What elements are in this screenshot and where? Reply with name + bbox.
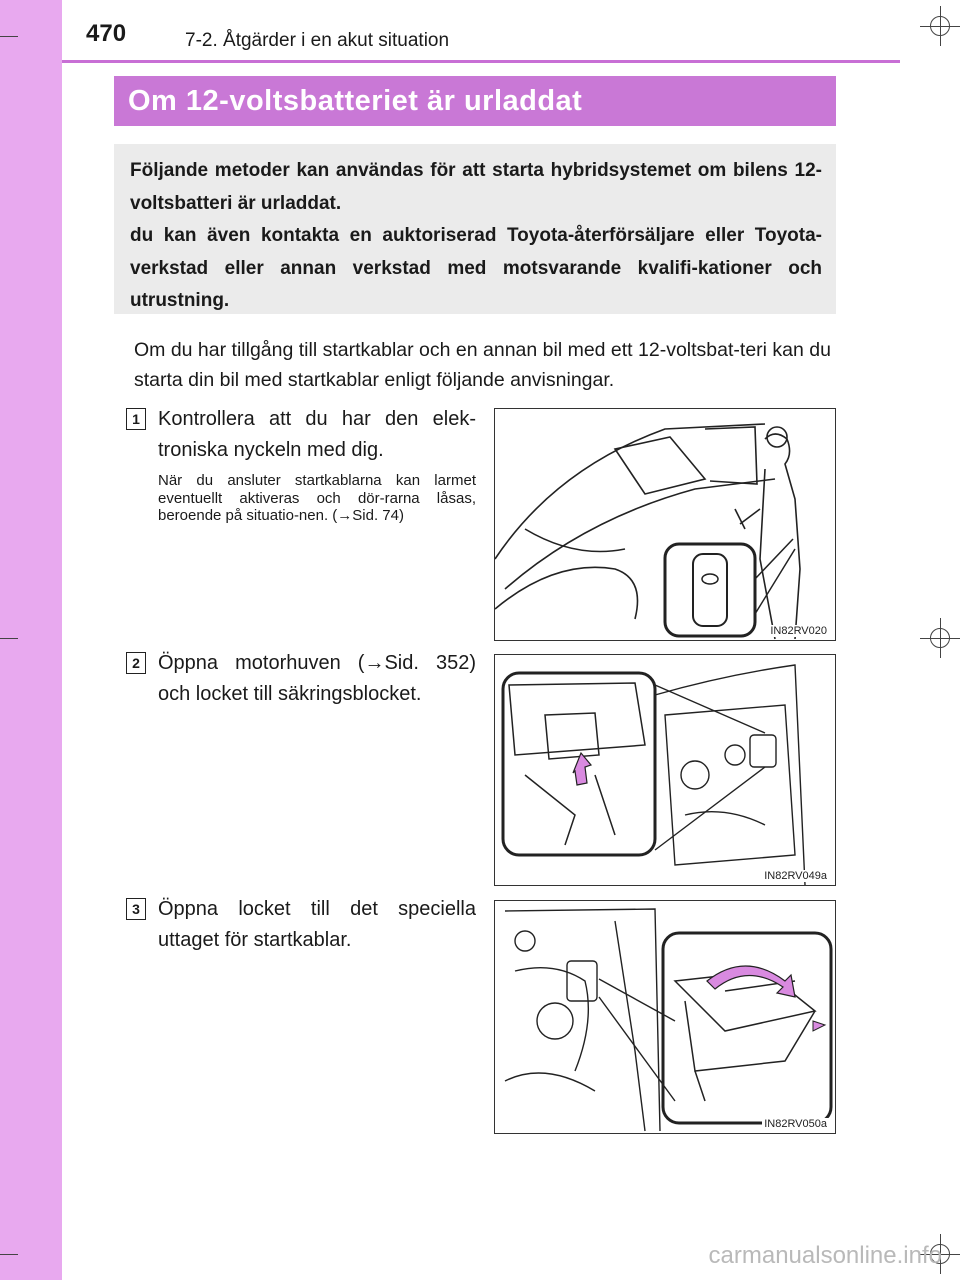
watermark: carmanualsonline.info: [708, 1242, 942, 1269]
crop-mark: [0, 36, 18, 37]
body-text: Om du har tillgång till startkablar och en annan bil med ett 12-voltsbat-teri kan du starta din bil med startkablar enligt följande anvisningar.: [134, 339, 831, 391]
crop-mark: [0, 638, 18, 639]
page-number: 470: [86, 20, 127, 47]
step-3-text: Öppna locket till det speciella uttaget för startkablar.: [158, 898, 476, 951]
jump-terminal-illustration: [495, 901, 835, 1133]
section-label: 7-2. Åtgärder i en akut situation: [185, 30, 450, 51]
car-door-illustration: [495, 409, 835, 640]
step-number-2: 2: [126, 652, 146, 674]
figure-code: IN82RV020: [770, 625, 827, 637]
figure-code: IN82RV049a: [764, 870, 827, 882]
crop-circle: [930, 628, 950, 648]
header-rule: [62, 60, 900, 63]
step-number-3: 3: [126, 898, 146, 920]
step-1-note: När du ansluter startkablarna kan larmet eventuellt aktiveras och dör-rarna låsas, beroende på situatio-nen. (→Sid. 74): [158, 472, 476, 524]
crop-mark: [0, 1254, 18, 1255]
figure-code: IN82RV050a: [764, 1118, 827, 1130]
intro-paragraph-1: Följande metoder kan användas för att starta hybridsystemet om bilens 12-voltsbatteri är urladdat.: [130, 160, 822, 214]
intro-paragraph-2: du kan även kontakta en auktoriserad Toyota-återförsäljare eller Toyota-verkstad eller annan verkstad med motsvarande kvalifi-kationer och utrustning.: [130, 225, 822, 311]
side-stripe: [0, 0, 62, 1280]
figure-step-3: [494, 900, 836, 1134]
crop-circle: [930, 16, 950, 36]
step-1-text: Kontrollera att du har den elek-troniska nyckeln med dig.: [158, 408, 476, 461]
figure-step-2: [494, 654, 836, 886]
fuse-block-illustration: [495, 655, 835, 885]
page-title: Om 12-voltsbatteriet är urladdat: [114, 76, 836, 126]
intro-box: [114, 144, 836, 314]
figure-step-1: [494, 408, 836, 641]
step-number-1: 1: [126, 408, 146, 430]
step-2-text: Öppna motorhuven (→Sid. 352) och locket till säkringsblocket.: [158, 652, 476, 705]
